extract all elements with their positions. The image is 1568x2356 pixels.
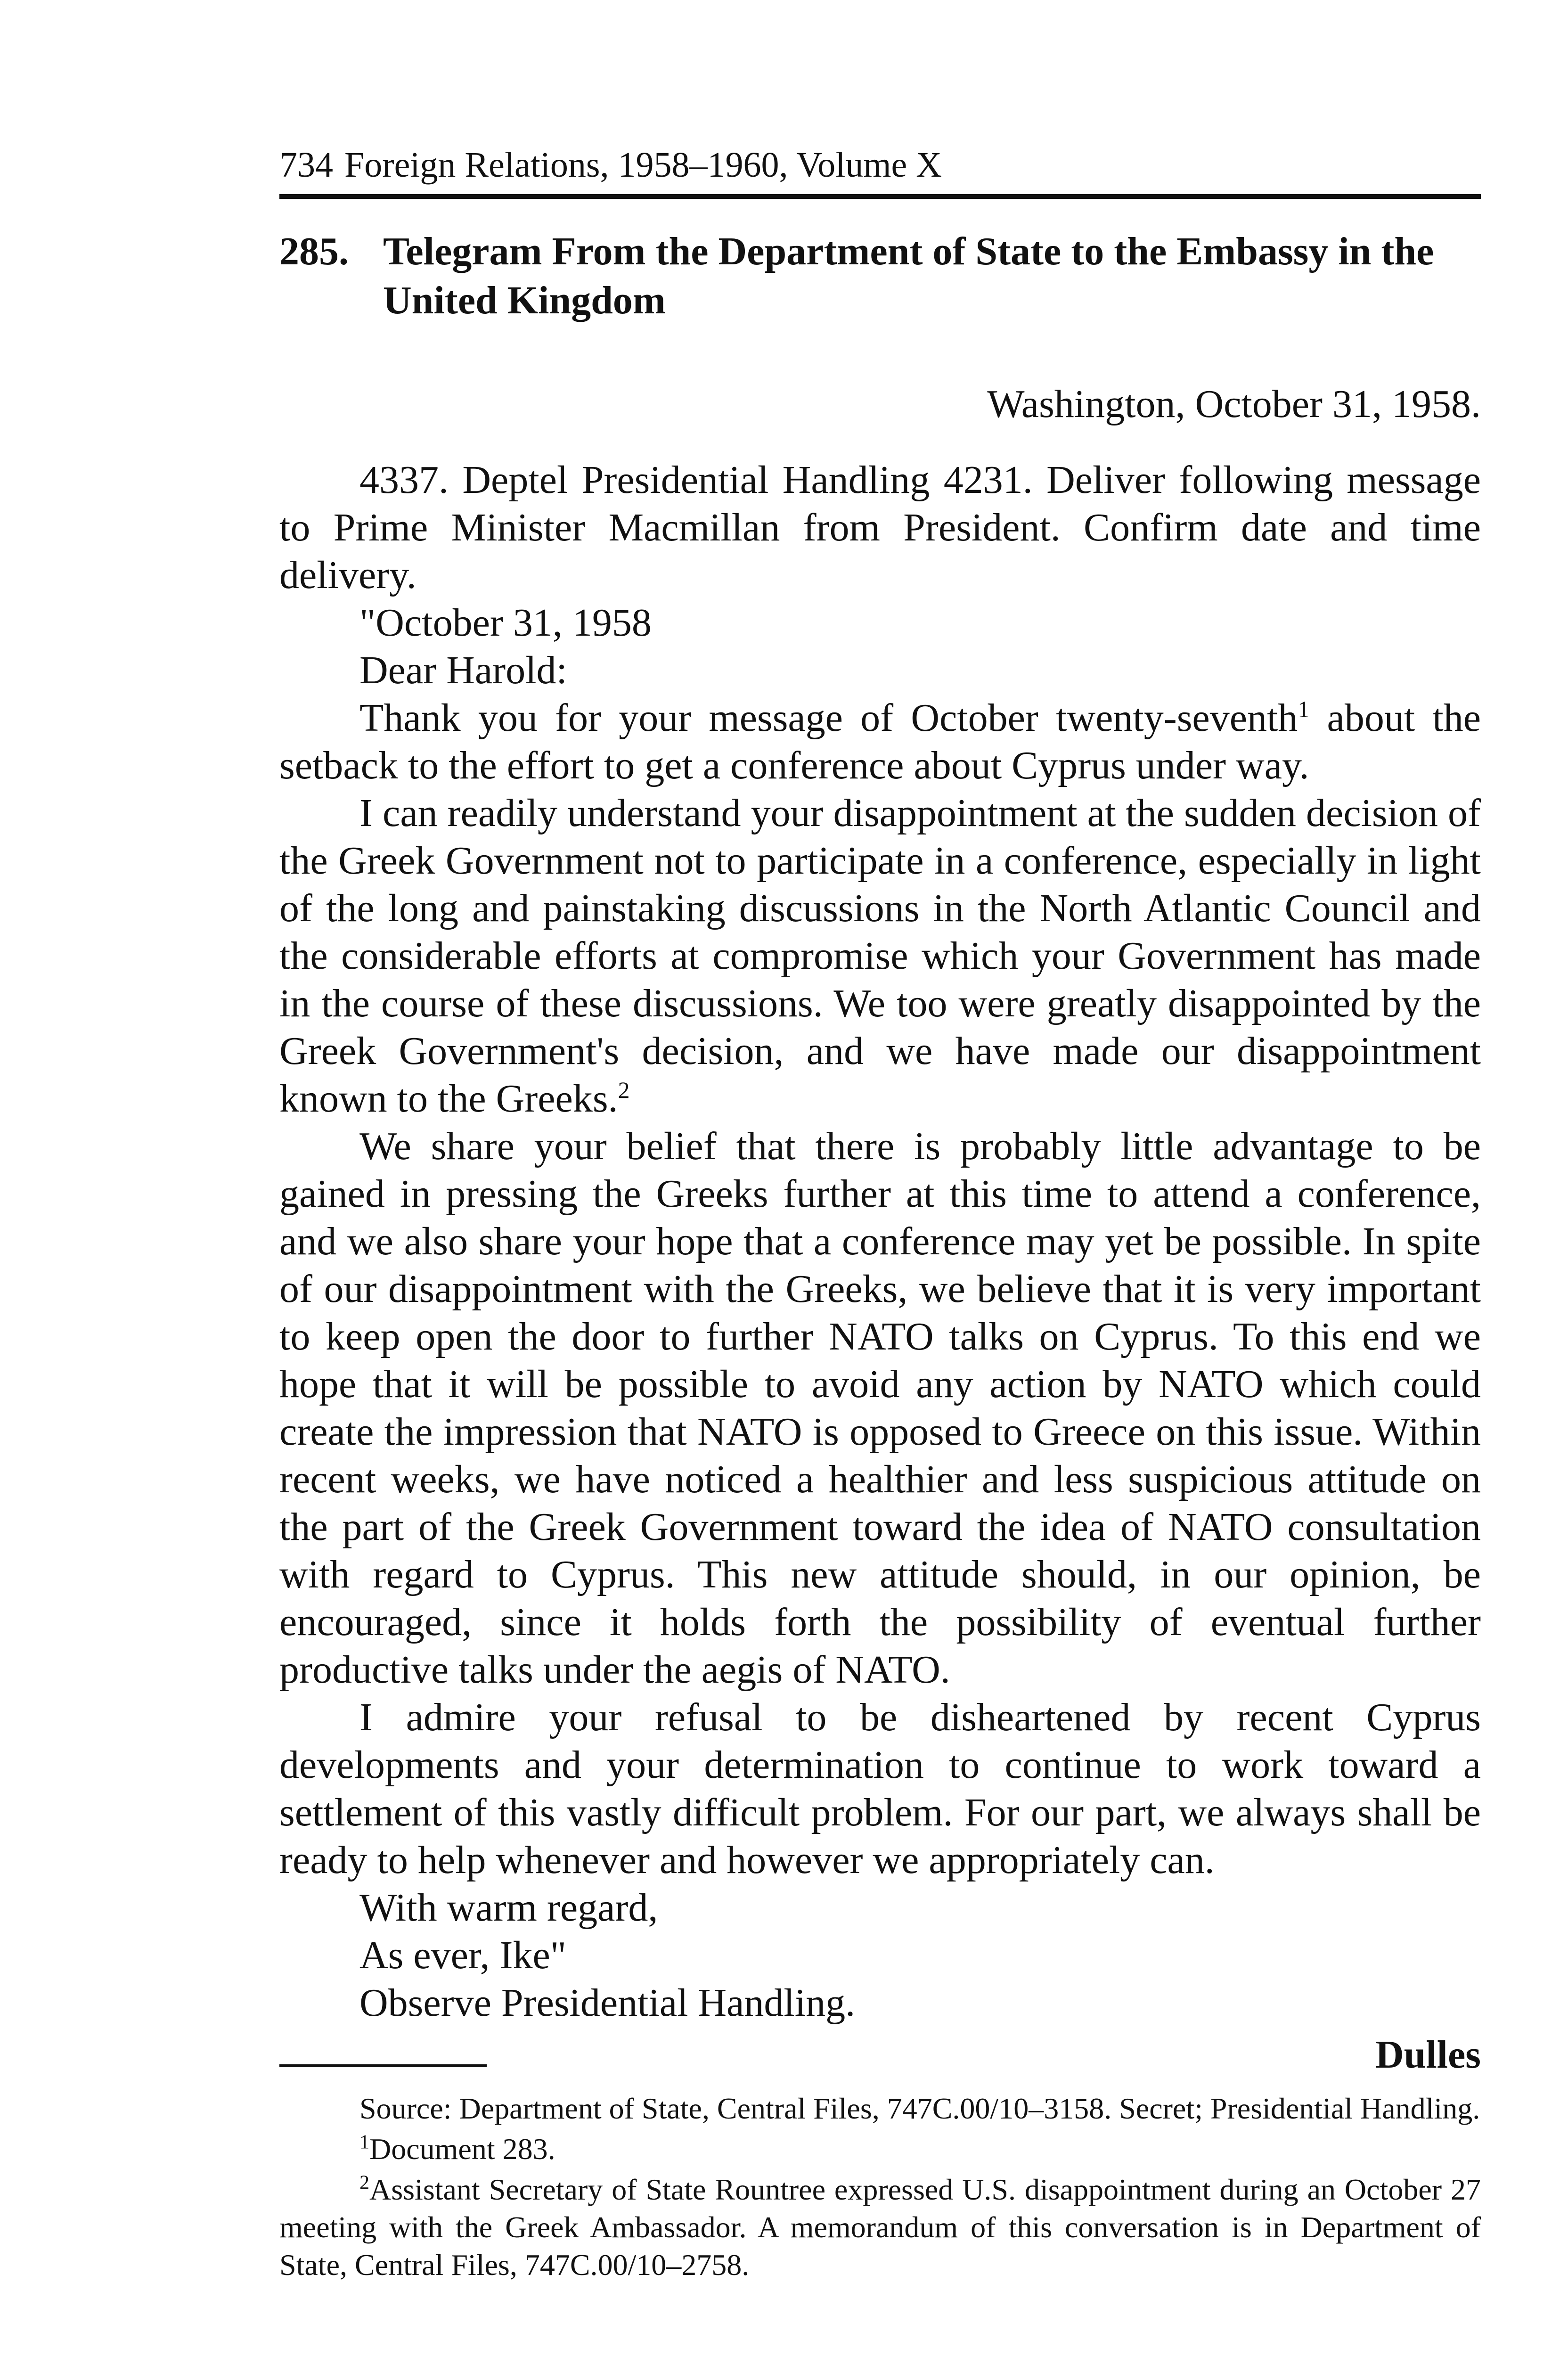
paragraph-1-start: Thank you for your message of October twenty-seventh (359, 696, 1298, 740)
signature: Dulles (1375, 2033, 1481, 2077)
footnote-1-text: Document 283. (369, 2132, 555, 2166)
footnote-divider (279, 2064, 487, 2067)
volume-title: Foreign Relations, 1958–1960, Volume X (344, 145, 942, 185)
telegram-instructions: 4337. Deptel Presidential Handling 4231. Deliver following message to Prime Minister Macmillan from President. Confirm date and time delivery. (279, 458, 1481, 597)
footnote-1-marker: 1 (359, 2131, 369, 2153)
footnote-1 (279, 2130, 1481, 2168)
letter-paragraph-1 (279, 694, 1481, 789)
letter-paragraph-2 (279, 789, 1481, 1122)
running-head (279, 141, 1481, 199)
salutation: Dear Harold: (359, 648, 567, 692)
dateline: Washington, October 31, 1958. (987, 382, 1481, 426)
page-number: 734 (279, 145, 333, 185)
footnote-ref-2: 2 (618, 1077, 630, 1103)
final-instruction: Observe Presidential Handling. (359, 1981, 856, 2025)
footnote-2 (279, 2171, 1481, 2284)
sign-off: As ever, Ike" (359, 1933, 567, 1977)
source-note: Source: Department of State, Central Files, 747C.00/10–3158. Secret; Presidential Handling. (359, 2092, 1480, 2125)
document-heading (279, 227, 1481, 325)
closing: With warm regard, (359, 1886, 658, 1930)
footnotes (279, 2090, 1481, 2284)
letter-paragraph-4: I admire your refusal to be disheartened by recent Cyprus developments and your determination to continue to work toward a settlement of this vastly difficult problem. For our part, we always shall be ready to help whenever and however we appropriately can. (279, 1695, 1481, 1882)
footnote-2-text: Assistant Secretary of State Rountree expressed U.S. disappointment during an October 27 meeting with the Greek Ambassador. A memorandum of this conversation is in Department of State, Central Files, 747C.00/10–2758. (279, 2173, 1481, 2282)
document-page (279, 141, 1481, 2287)
letter-paragraph-3: We share your belief that there is probably little advantage to be gained in pressing the Greeks further at this time to attend a conference, and we also share your hope that a conference may yet be possible. In spite of our disappointment with the Greeks, we believe that it is very important to keep open the door to further NATO talks on Cyprus. To this end we hope that it will be possible to avoid any action by NATO which could create the impression that NATO is opposed to Greece on this issue. Within recent weeks, we have noticed a healthier and less suspicious attitude on the part of the Greek Government toward the idea of NATO consultation with regard to Cyprus. This new attitude should, in our opinion, be encouraged, since it holds forth the possibility of eventual further productive talks under the aegis of NATO. (279, 1124, 1481, 1692)
telegram-body (279, 456, 1481, 2027)
document-number: 285. (279, 229, 349, 273)
paragraph-2-text: I can readily understand your disappointment at the sudden decision of the Greek Government not to participate in a conference, especially in light of the long and painstaking discussions in the North Atlantic Council and the considerable efforts at compromise which your Government has made in the course of these discussions. We too were greatly disappointed by the Greek Government's decision, and we have made our disappointment known to the Greeks. (279, 791, 1481, 1121)
letter-date: "October 31, 1958 (359, 601, 652, 645)
document-title: Telegram From the Department of State to the Embassy in the United Kingdom (383, 229, 1434, 322)
footnote-ref-1: 1 (1298, 696, 1310, 722)
paragraph-1-end: about the setback to the effort to get a conference about Cyprus under way. (279, 696, 1481, 787)
footnote-2-marker: 2 (359, 2172, 369, 2194)
